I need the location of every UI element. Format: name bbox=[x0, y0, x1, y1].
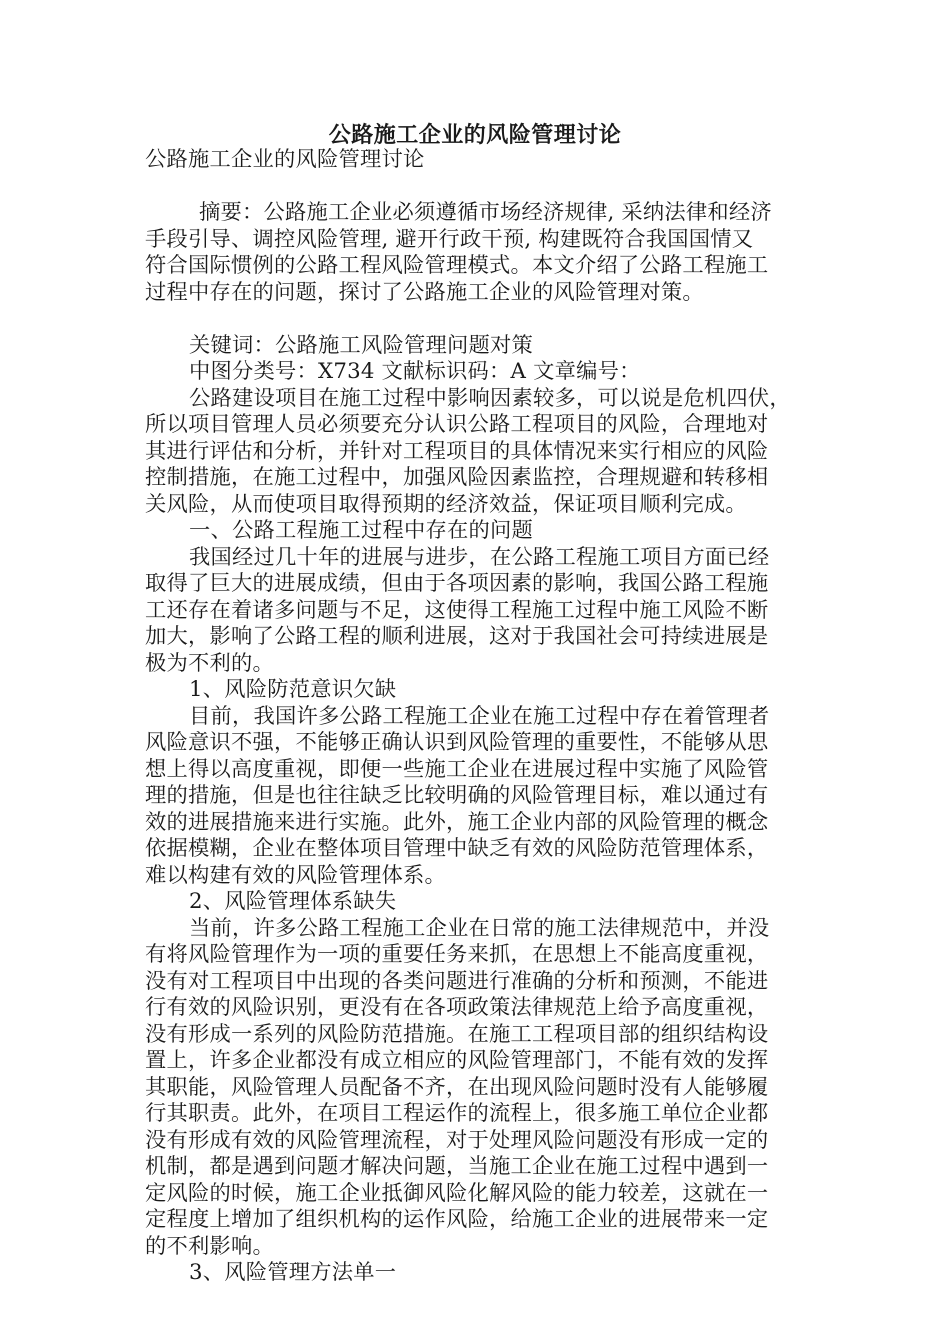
paragraph-line: 风险意识不强，不能够正确认识到风险管理的重要性，不能够从思 bbox=[145, 730, 769, 755]
paragraph-line: 没有对工程项目中出现的各类问题进行准确的分析和预测，不能进 bbox=[145, 968, 769, 994]
abstract-line: 过程中存在的问题，探讨了公路施工企业的风险管理对策。 bbox=[145, 279, 704, 305]
paragraph-line: 的不利影响。 bbox=[145, 1233, 274, 1259]
paragraph-line: 行其职责。此外，在项目工程运作的流程上，很多施工单位企业都 bbox=[145, 1101, 769, 1126]
paragraph-line: 有将风险管理作为一项的重要任务来抓，在思想上不能高度重视， bbox=[145, 942, 769, 967]
keywords-line: 关键词：公路施工风险管理问题对策 bbox=[189, 332, 533, 358]
paragraph-line: 关风险，从而使项目取得预期的经济效益，保证项目顺利完成。 bbox=[145, 491, 747, 517]
paragraph-line: 所以项目管理人员必须要充分认识公路工程项目的风险，合理地对 bbox=[145, 412, 769, 437]
abstract-line: 摘要：公路施工企业必须遵循市场经济规律, 采纳法律和经济 bbox=[199, 200, 772, 225]
paragraph-line: 定程度上增加了组织机构的运作风险，给施工企业的进展带来一定 bbox=[145, 1207, 769, 1232]
intro-paragraph bbox=[145, 386, 805, 519]
paragraph-line: 取得了巨大的进展成绩，但由于各项因素的影响，我国公路工程施 bbox=[145, 571, 769, 596]
paragraph-line: 置上，许多企业都没有成立相应的风险管理部门，不能有效的发挥 bbox=[145, 1048, 769, 1073]
document-title: 公路施工企业的风险管理讨论 bbox=[328, 122, 622, 148]
paragraph-line: 理的措施，但是也往往缺乏比较明确的风险管理目标，难以通过有 bbox=[145, 783, 769, 808]
paragraph-line: 没有形成一系列的风险防范措施。在施工工程项目部的组织结构设 bbox=[145, 1021, 769, 1047]
paragraph-line: 难以构建有效的风险管理体系。 bbox=[145, 862, 446, 888]
paragraph-line: 没有形成有效的风险管理流程，对于处理风险问题没有形成一定的 bbox=[145, 1127, 769, 1153]
document-subtitle: 公路施工企业的风险管理讨论 bbox=[145, 147, 425, 172]
paragraph-line: 想上得以高度重视，即便一些施工企业在进展过程中实施了风险管 bbox=[145, 756, 769, 782]
abstract-paragraph bbox=[145, 200, 805, 306]
classification-line: 中图分类号：X734 文献标识码：A 文章编号： bbox=[189, 359, 641, 384]
paragraph-line: 当前，许多公路工程施工企业在日常的施工法律规范中，并没 bbox=[189, 915, 770, 941]
paragraph-line: 定风险的时候，施工企业抵御风险化解风险的能力较差，这就在一 bbox=[145, 1180, 769, 1206]
paragraph-line: 加大，影响了公路工程的顺利进展，这对于我国社会可持续进展是 bbox=[145, 624, 769, 649]
subsection-heading: 2、风险管理体系缺失 bbox=[189, 889, 397, 914]
paragraph-line: 依据模糊，企业在整体项目管理中缺乏有效的风险防范管理体系， bbox=[145, 836, 769, 861]
paragraph-line: 公路建设项目在施工过程中影响因素较多，可以说是危机四伏， bbox=[189, 385, 791, 411]
paragraph-line: 机制，都是遇到问题才解决问题，当施工企业在施工过程中遇到一 bbox=[145, 1154, 769, 1179]
abstract-line: 手段引导、调控风险管理, 避开行政干预, 构建既符合我国国情又 bbox=[145, 226, 754, 252]
paragraph-line: 其进行评估和分析，并针对工程项目的具体情况来实行相应的风险 bbox=[145, 438, 769, 464]
paragraph-line: 我国经过几十年的进展与进步，在公路工程施工项目方面已经 bbox=[189, 544, 770, 570]
paragraph-line: 极为不利的。 bbox=[145, 650, 274, 676]
section-heading: 一、公路工程施工过程中存在的问题 bbox=[189, 518, 533, 543]
abstract-line: 符合国际惯例的公路工程风险管理模式。本文介绍了公路工程施工 bbox=[145, 253, 769, 278]
sub1-paragraph bbox=[145, 704, 805, 890]
blank-line bbox=[145, 174, 805, 201]
paragraph-line: 目前，我国许多公路工程施工企业在施工过程中存在着管理者 bbox=[189, 703, 770, 729]
paragraph-line: 其职能，风险管理人员配备不齐，在出现风险问题时没有人能够履 bbox=[145, 1074, 769, 1100]
blank-line bbox=[145, 306, 805, 333]
paragraph-line: 工还存在着诸多问题与不足，这使得工程施工过程中施工风险不断 bbox=[145, 597, 769, 623]
subsection-heading: 3、风险管理方法单一 bbox=[189, 1260, 397, 1285]
paragraph-line: 控制措施，在施工过程中，加强风险因素监控，合理规避和转移相 bbox=[145, 465, 769, 490]
paragraph-line: 效的进展措施来进行实施。此外，施工企业内部的风险管理的概念 bbox=[145, 809, 769, 835]
paragraph-line: 行有效的风险识别，更没有在各项政策法律规范上给予高度重视， bbox=[145, 995, 769, 1020]
sub2-paragraph bbox=[145, 916, 805, 1261]
subsection-heading: 1、风险防范意识欠缺 bbox=[189, 677, 397, 702]
document-body bbox=[145, 147, 805, 1287]
section1-paragraph bbox=[145, 545, 805, 678]
